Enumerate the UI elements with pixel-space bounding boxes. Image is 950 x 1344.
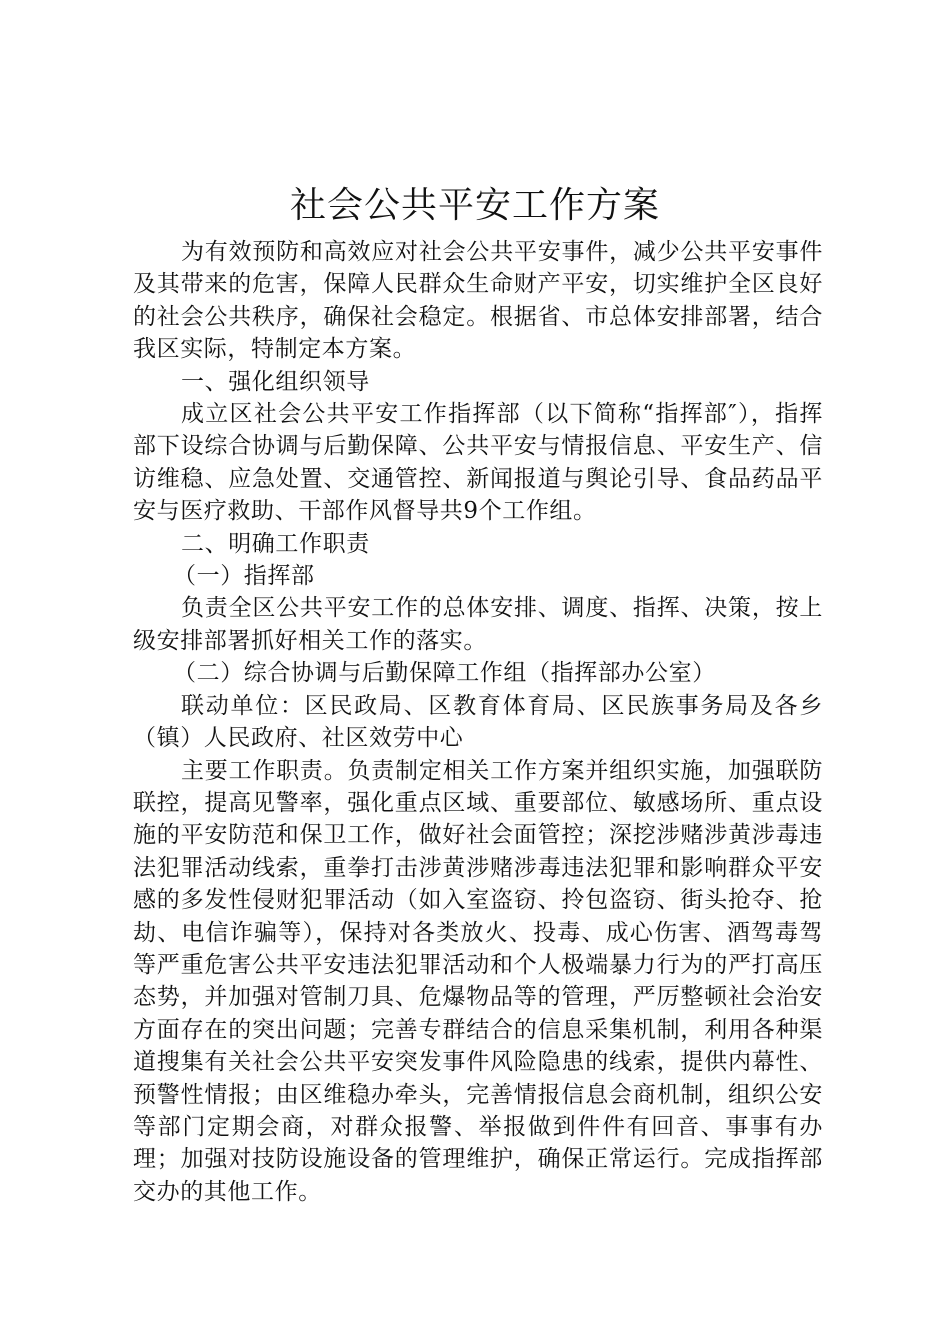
document-body <box>133 236 823 1208</box>
subheading-command: （一）指挥部 <box>173 563 315 590</box>
paragraph-main-duties: 主要工作职责。负责制定相关工作方案并组织实施，加强联防联控，提高见警率，强化重点区域、重要部位、敏感场所、重点设施的平安防范和保卫工作，做好社会面管控；深挖涉赌涉黄涉毒违法犯罪活动线索，重拳打击涉黄涉赌涉毒违法犯罪和影响群众平安感的多发性侵财犯罪活动（如入室盗窃、拎包盗窃、街头抢夺、抢劫、电信诈骗等），保持对各类放火、投毒、成心伤害、酒驾毒驾等严重危害公共平安违法犯罪活动和个人极端暴力行为的严打高压态势，并加强对管制刀具、危爆物品等的管理，严厉整顿社会治安方面存在的突出问题；完善专群结合的信息采集机制，利用各种渠道搜集有关社会公共平安突发事件风险隐患的线索，提供内幕性、预警性情报；由区维稳办牵头，完善情报信息会商机制，组织公安等部门定期会商，对群众报警、举报做到件件有回音、事事有办理；加强对技防设施设备的管理维护，确保正常运行。完成指挥部交办的其他工作。 <box>133 757 823 1205</box>
subheading-coordination-group: （二）综合协调与后勤保障工作组（指挥部办公室） <box>173 660 716 687</box>
document-title: 社会公共平安工作方案 <box>289 185 660 226</box>
paragraph-command-duties: 负责全区公共平安工作的总体安排、调度、指挥、决策，按上级安排部署抓好相关工作的落实。 <box>133 595 823 654</box>
section-heading-2: 二、明确工作职责 <box>181 530 370 557</box>
paragraph-linked-units: 联动单位：区民政局、区教育体育局、区民族事务局及各乡（镇）人民政府、社区效劳中心 <box>133 692 823 752</box>
intro-paragraph: 为有效预防和高效应对社会公共平安事件，减少公共平安事件及其带来的危害，保障人民群众生命财产平安，切实维护全区良好的社会公共秩序，确保社会稳定。根据省、市总体安排部署，结合我区实际，特制定本方案。 <box>133 239 823 363</box>
paragraph-organization: 成立区社会公共平安工作指挥部（以下简称“指挥部″），指挥部下设综合协调与后勤保障、公共平安与情报信息、平安生产、信访维稳、应急处置、交通管控、新闻报道与舆论引导、食品药品平安与医疗救助、干部作风督导共9个工作组。 <box>133 401 823 525</box>
section-heading-1: 一、强化组织领导 <box>181 368 370 395</box>
